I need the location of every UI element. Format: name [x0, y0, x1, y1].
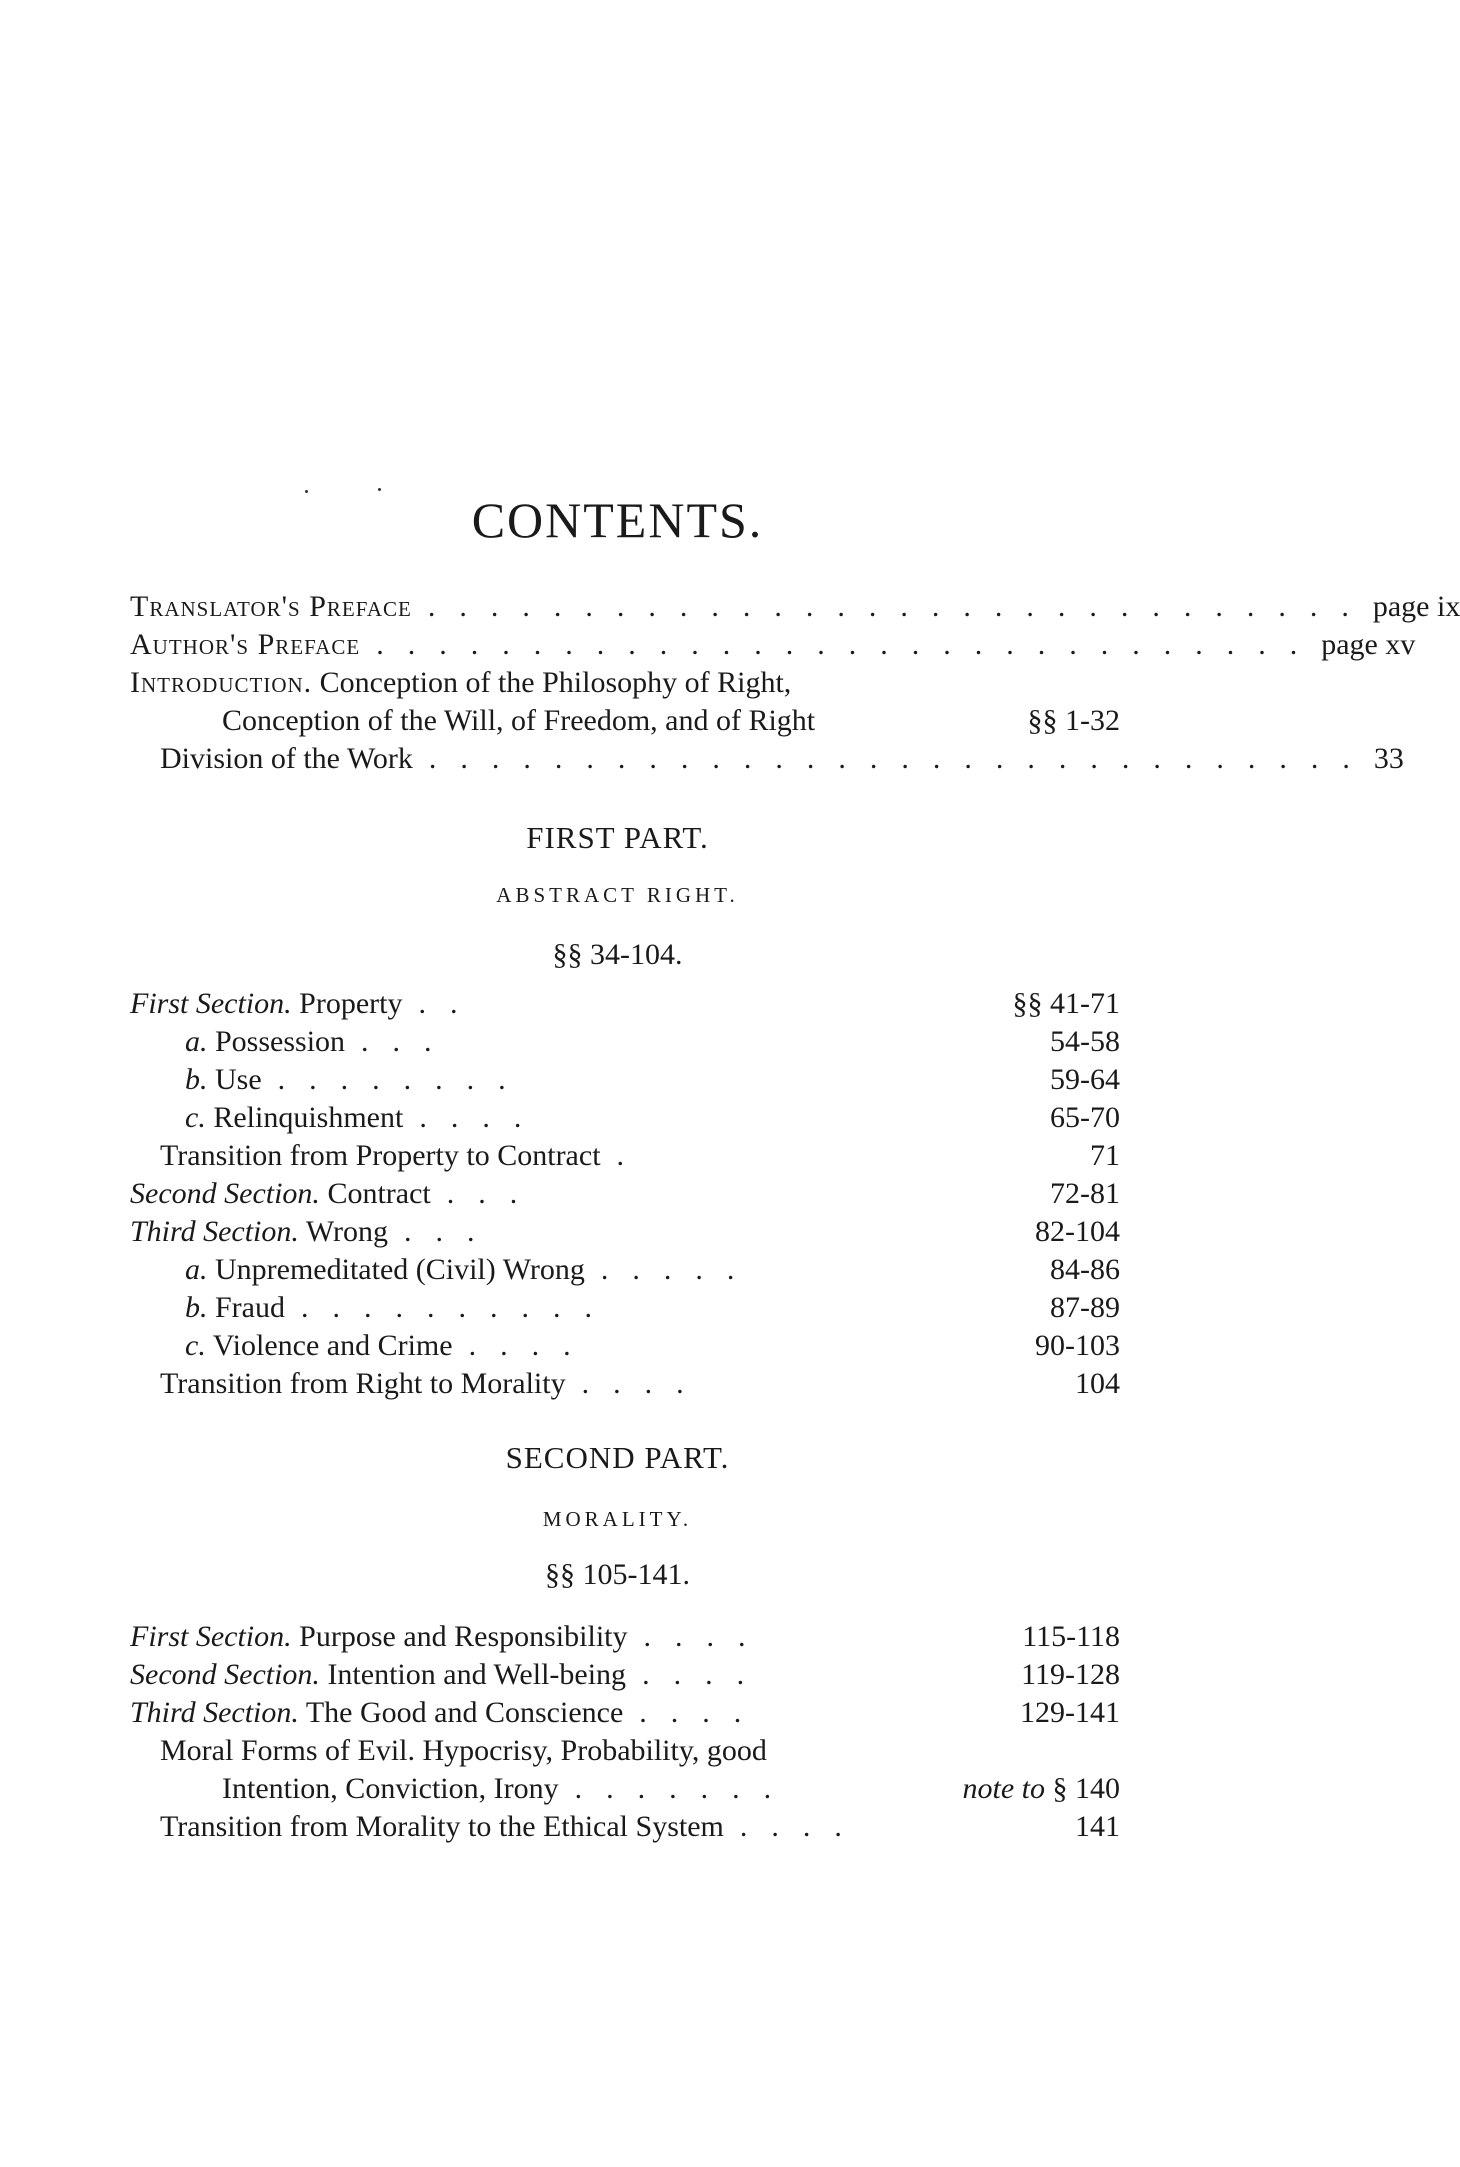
- entry-label: Introduction.: [130, 666, 313, 699]
- leader-dots: ..........: [301, 1291, 616, 1324]
- toc-entry-introduction: [130, 664, 791, 702]
- leader-dots: ...: [403, 1215, 499, 1248]
- toc-entry-translators-preface: [130, 588, 1460, 626]
- toc-entry-introduction-cont: [222, 702, 1120, 740]
- entry-text: Unpremeditated (Civil) Wrong: [215, 1253, 585, 1286]
- leader-dots: .....: [600, 1253, 759, 1286]
- entry-text: Purpose and Responsibility: [299, 1620, 628, 1653]
- toc-entry: [160, 1137, 1120, 1175]
- toc-entry-moral-forms-cont: [222, 1770, 1120, 1808]
- entry-lead: First Section.: [130, 1620, 292, 1653]
- section-range: §§ 105-141.: [545, 1558, 690, 1591]
- entry-page: § 140: [1052, 1772, 1120, 1805]
- toc-entry: [160, 1365, 1120, 1403]
- page-title: CONTENTS.: [471, 492, 764, 548]
- toc-entry-authors-preface: [130, 626, 1416, 664]
- entry-text: Violence and Crime: [212, 1329, 453, 1362]
- entry-label: Author's Preface: [130, 628, 361, 661]
- entry-page: 90-103: [1035, 1329, 1120, 1362]
- part-subheading: ABSTRACT RIGHT.: [496, 883, 739, 907]
- entry-text: Transition from Right to Morality: [160, 1367, 566, 1400]
- entry-page: 65-70: [1050, 1101, 1120, 1134]
- toc-entry: [185, 1099, 1120, 1137]
- toc-entry: [185, 1061, 1120, 1099]
- leader-dots: .......: [574, 1772, 796, 1805]
- entry-label: Translator's Preface: [130, 590, 412, 623]
- entry-lead: First Section.: [130, 987, 292, 1020]
- leader-dots: .: [616, 1139, 649, 1172]
- entry-lead: b.: [185, 1063, 208, 1096]
- entry-lead: b.: [185, 1291, 208, 1324]
- toc-entry: [185, 1251, 1120, 1289]
- toc-entry: [160, 1808, 1120, 1846]
- entry-page: 104: [1075, 1367, 1120, 1400]
- leader-dots: ....: [643, 1620, 770, 1653]
- leader-dots: ........: [277, 1063, 530, 1096]
- entry-text: Property: [299, 987, 403, 1020]
- entry-page: 141: [1075, 1810, 1120, 1843]
- entry-page: 72-81: [1050, 1177, 1120, 1210]
- entry-text: Use: [215, 1063, 262, 1096]
- leader-dots: ....: [639, 1696, 766, 1729]
- entry-page: page ix: [1372, 590, 1460, 623]
- leader-dots: ...: [446, 1177, 542, 1210]
- entry-page: 59-64: [1050, 1063, 1120, 1096]
- entry-page: 71: [1090, 1139, 1120, 1172]
- entry-page: 119-128: [1021, 1658, 1120, 1691]
- entry-page: §§ 41-71: [1012, 987, 1120, 1020]
- entry-text: Relinquishment: [213, 1101, 404, 1134]
- toc-entry: [130, 1618, 1120, 1656]
- toc-entry: [185, 1327, 1120, 1365]
- entry-page: 33: [1373, 742, 1404, 775]
- entry-text: Transition from Property to Contract: [160, 1139, 601, 1172]
- entry-text: Possession: [215, 1025, 346, 1058]
- toc-entry: [130, 985, 1120, 1023]
- entry-lead: a.: [185, 1025, 208, 1058]
- leader-dots: ....: [642, 1658, 769, 1691]
- entry-page-note: note to: [962, 1772, 1045, 1805]
- leader-dots: ....: [581, 1367, 708, 1400]
- entry-lead: Second Section.: [130, 1658, 320, 1691]
- ink-speck: [378, 488, 381, 491]
- leader-dots: ..............................: [428, 742, 1374, 775]
- toc-entry: [130, 1656, 1120, 1694]
- entry-lead: Third Section.: [130, 1215, 299, 1248]
- entry-text: Intention, Conviction, Irony: [222, 1772, 559, 1805]
- toc-entry: [130, 1175, 1120, 1213]
- entry-lead: a.: [185, 1253, 208, 1286]
- toc-entry-moral-forms: Moral Forms of Evil. Hypocrisy, Probability, good: [160, 1734, 767, 1767]
- toc-entry-division: [160, 740, 1404, 778]
- entry-text: The Good and Conscience: [305, 1696, 624, 1729]
- toc-entry: [130, 1694, 1120, 1732]
- toc-entry: [130, 1213, 1120, 1251]
- section-range: §§ 34-104.: [552, 938, 683, 971]
- entry-text: Fraud: [215, 1291, 285, 1324]
- entry-page: 84-86: [1050, 1253, 1120, 1286]
- entry-text: Conception of the Philosophy of Right,: [319, 666, 792, 699]
- entry-lead: c.: [185, 1329, 206, 1362]
- entry-page: 54-58: [1050, 1025, 1120, 1058]
- leader-dots: ....: [739, 1810, 866, 1843]
- part-heading: SECOND PART.: [505, 1440, 730, 1475]
- entry-page: 82-104: [1035, 1215, 1120, 1248]
- entry-page: 87-89: [1050, 1291, 1120, 1324]
- entry-text: Transition from Morality to the Ethical System: [160, 1810, 724, 1843]
- entry-text: Division of the Work: [160, 742, 413, 775]
- leader-dots: ....: [468, 1329, 595, 1362]
- entry-page: 115-118: [1022, 1620, 1120, 1653]
- part-heading: FIRST PART.: [526, 820, 709, 855]
- leader-dots: ...: [361, 1025, 456, 1058]
- toc-entry: [185, 1023, 1120, 1061]
- entry-text: Wrong: [305, 1215, 388, 1248]
- leader-dots: ..: [418, 987, 482, 1020]
- entry-text: Contract: [327, 1177, 431, 1210]
- entry-lead: Third Section.: [130, 1696, 299, 1729]
- entry-text: Conception of the Will, of Freedom, and of Right: [222, 704, 816, 737]
- entry-page: §§ 1-32: [1027, 704, 1120, 737]
- leader-dots: ..............................: [376, 628, 1322, 661]
- entry-lead: c.: [185, 1101, 206, 1134]
- leader-dots: ....: [419, 1101, 546, 1134]
- toc-entry: [185, 1289, 1120, 1327]
- entry-lead: Second Section.: [130, 1177, 320, 1210]
- entry-page: page xv: [1321, 628, 1416, 661]
- part-subheading: MORALITY.: [542, 1507, 693, 1531]
- entry-page: 129-141: [1020, 1696, 1120, 1729]
- leader-dots: ..............................: [427, 590, 1373, 623]
- entry-text: Intention and Well-being: [327, 1658, 627, 1691]
